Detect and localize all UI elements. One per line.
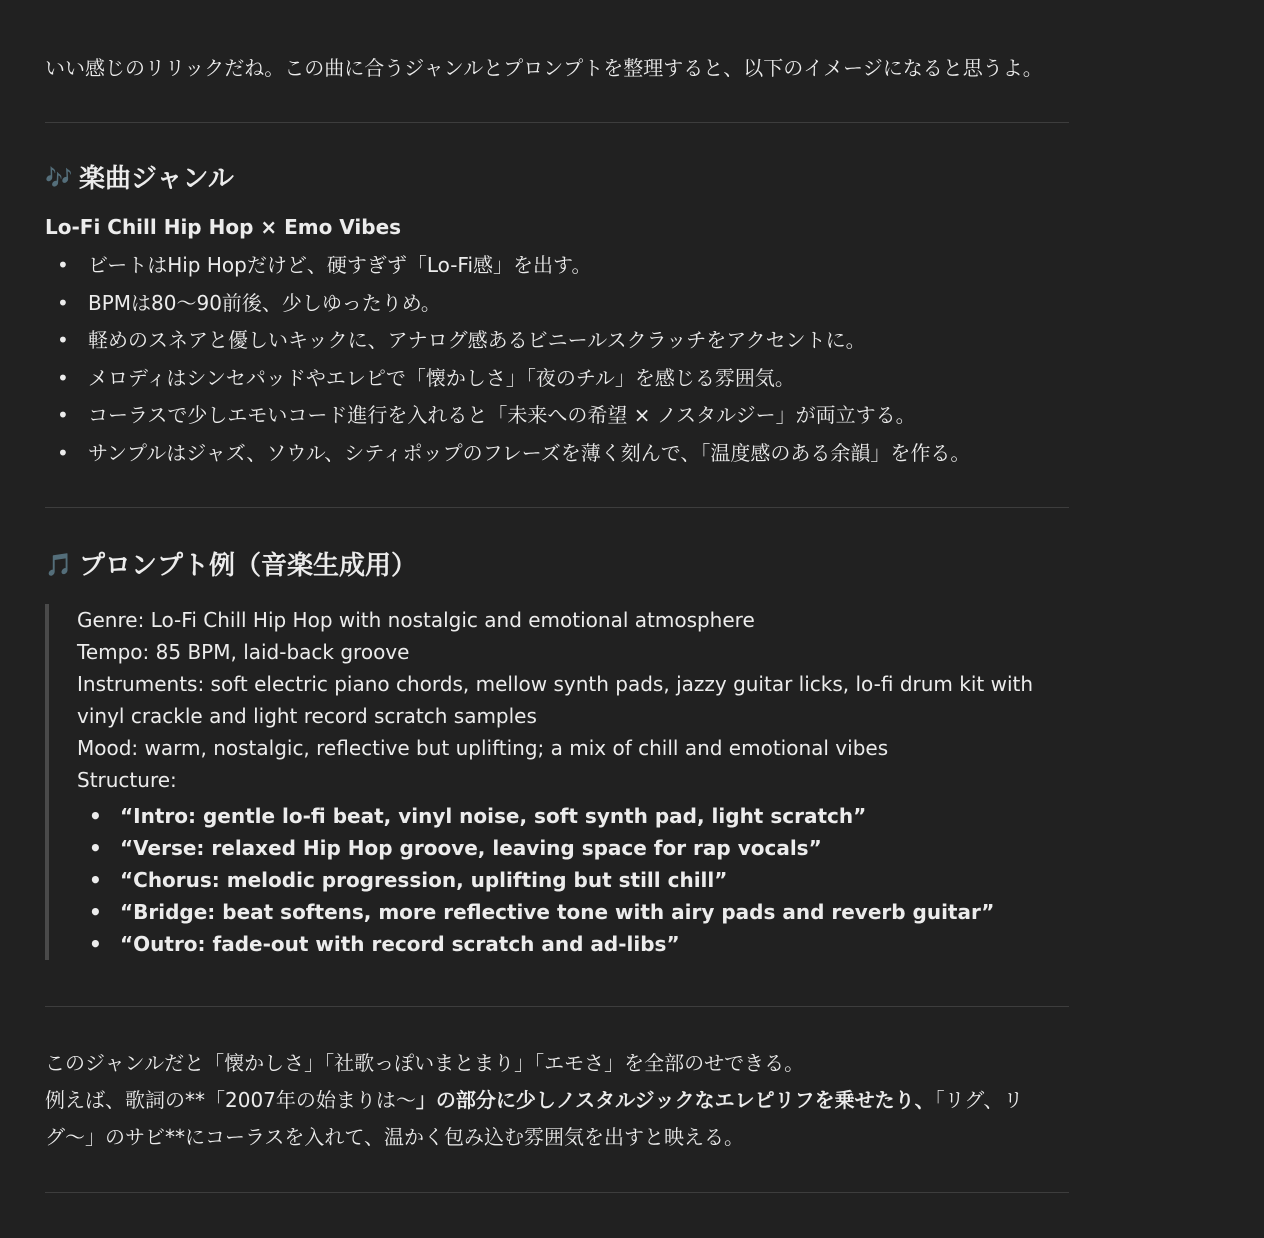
prompt-heading [45,548,1069,584]
divider [45,1006,1069,1007]
prompt-heading-text: プロンプト例（音楽生成用） [79,551,418,581]
list-item: • コーラスで少しエモいコード進行を入れると「未来への希望 × ノスタルジー」が両立する。 [45,397,1069,435]
list-item: • “Intro: gentle lo-fi beat, vinyl noise, soft synth pad, light scratch” [77,800,1069,832]
intro-paragraph: いい感じのリリックだね。この曲に合うジャンルとプロンプトを整理すると、以下のイメージになると思うよ。 [45,56,1043,80]
genre-bullet-list [45,247,1069,472]
outro-paragraph [45,1045,1069,1156]
assistant-message [45,50,1069,1193]
outro-line-2b-bold: 」の部分に少しノスタルジックなエレピリフを乗せたり、 [415,1088,935,1112]
genre-heading-text: 楽曲ジャンル [79,164,234,194]
genre-name: Lo-Fi Chill Hip Hop × Emo Vibes [45,215,402,239]
list-item: • ビートはHip Hopだけど、硬すぎず「Lo-Fi感」を出す。 [45,247,1069,285]
divider [45,1192,1069,1193]
prompt-instruments-line: Instruments: soft electric piano chords, mellow synth pads, jazzy guitar licks, lo-fi drum kit with vinyl crackle and light record scratch samples [77,672,1034,728]
outro-line-2a: 例えば、歌詞の**「2007年の始まりは〜 [45,1088,416,1112]
outro-line-2 [45,1082,1069,1156]
outro-line-1: このジャンルだと「懐かしさ」「社歌っぽいまとまり」「エモさ」を全部のせできる。 [45,1051,805,1075]
list-item: • サンプルはジャズ、ソウル、シティポップのフレーズを薄く刻んで、「温度感のある余韻」を作る。 [45,435,1069,473]
outro-line-2c: 「リグ、リグ〜」のサビ**にコーラスを入れて、温かく包み込む雰囲気を出すと映える。 [45,1088,1024,1149]
structure-list [77,800,1069,960]
list-item: • “Verse: relaxed Hip Hop groove, leaving space for rap vocals” [77,832,1069,864]
prompt-structure-label: Structure: [77,768,177,792]
musical-note-icon: 🎵 [45,553,73,578]
prompt-genre-line: Genre: Lo-Fi Chill Hip Hop with nostalgic and emotional atmosphere [77,608,755,632]
prompt-blockquote [45,604,1069,960]
prompt-tempo-line: Tempo: 85 BPM, laid-back groove [77,640,410,664]
genre-heading [45,161,1069,197]
divider [45,122,1069,123]
list-item: • 軽めのスネアと優しいキックに、アナログ感あるビニールスクラッチをアクセントに。 [45,322,1069,360]
musical-notes-icon: 🎶 [45,166,73,191]
divider [45,507,1069,508]
list-item: • “Chorus: melodic progression, uplifting but still chill” [77,864,1069,896]
list-item: • “Bridge: beat softens, more reflective tone with airy pads and reverb guitar” [77,896,1069,928]
list-item: • “Outro: fade-out with record scratch and ad-libs” [77,928,1069,960]
prompt-mood-line: Mood: warm, nostalgic, reflective but uplifting; a mix of chill and emotional vibes [77,736,889,760]
list-item: • メロディはシンセパッドやエレピで「懐かしさ」「夜のチル」を感じる雰囲気。 [45,360,1069,398]
list-item: • BPMは80〜90前後、少しゆったりめ。 [45,285,1069,323]
